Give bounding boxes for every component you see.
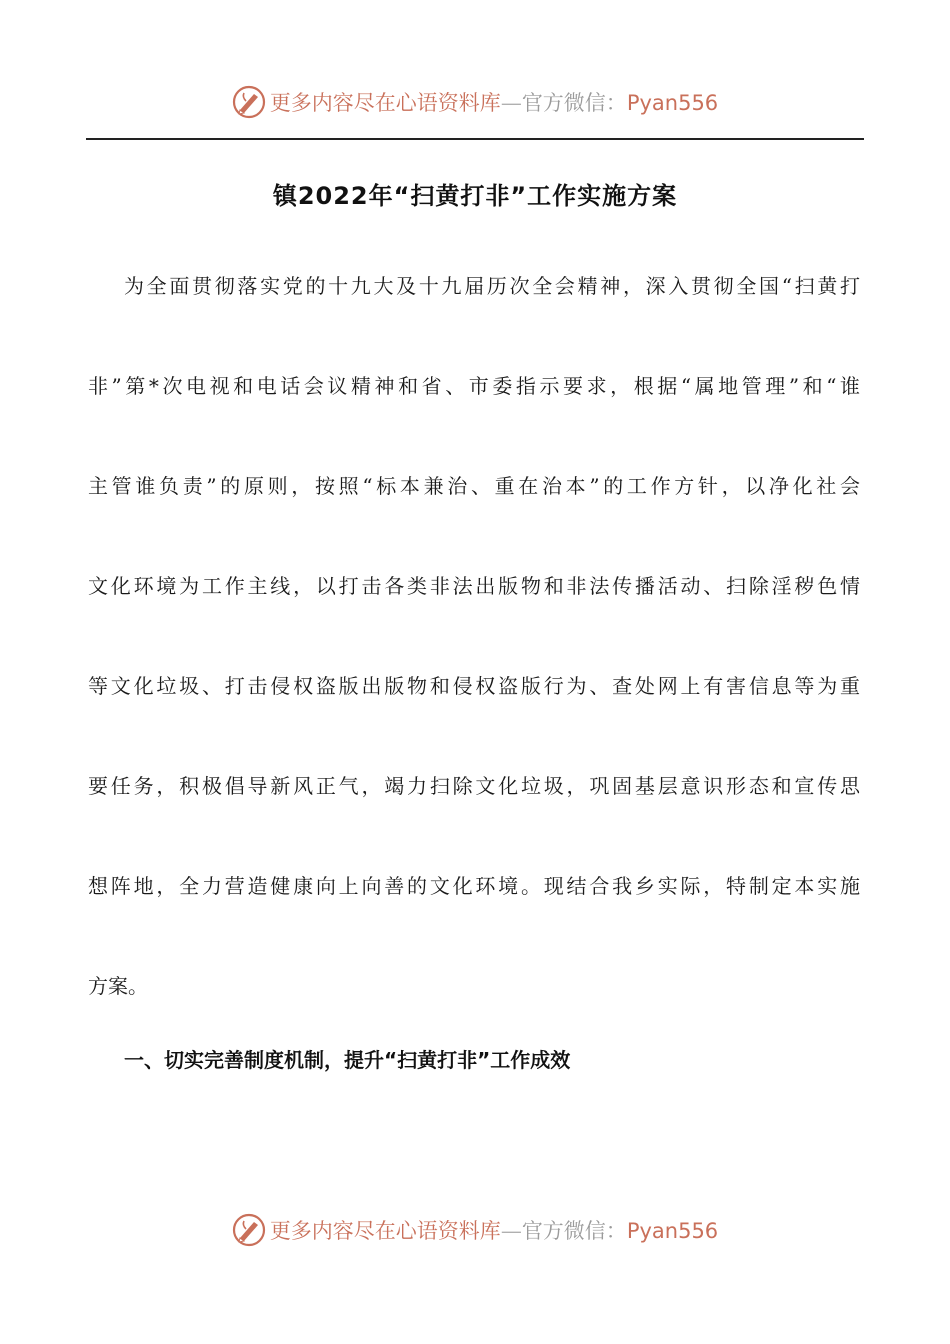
paragraph-line: 文化环境为工作主线，以打击各类非法出版物和非法传播活动、扫除淫秽色情 (88, 574, 860, 598)
header-brand-text (270, 87, 718, 117)
paragraph-line: 为全面贯彻落实党的十九大及十九届历次全会精神，深入贯彻全国“扫黄打 (124, 274, 860, 298)
footer-brand-tag: 官方微信： (521, 1219, 627, 1243)
footer-brand-dash: — (500, 1219, 522, 1243)
footer-brand-wechat: Pyan556 (626, 1219, 719, 1243)
header-brand-tag: 官方微信： (521, 91, 627, 115)
header-brand-dash: — (500, 91, 522, 115)
header-brand-bar (0, 82, 950, 122)
footer-brand-text (270, 1215, 718, 1245)
footer-brand-bar (0, 1210, 950, 1250)
pen-logo-icon (232, 85, 266, 119)
header-brand-main: 更多内容尽在心语资料库 (269, 91, 501, 115)
paragraph-line: 方案。 (88, 974, 148, 998)
pen-logo-icon (232, 1213, 266, 1247)
footer-brand-main: 更多内容尽在心语资料库 (269, 1219, 501, 1243)
paragraph-line: 非”第*次电视和电话会议精神和省、市委指示要求，根据“属地管理”和“谁 (88, 374, 860, 398)
paragraph-line: 想阵地，全力营造健康向上向善的文化环境。现结合我乡实际，特制定本实施 (88, 874, 860, 898)
document-title: 镇2022年“扫黄打非”工作实施方案 (272, 182, 678, 210)
header-divider (86, 138, 864, 140)
section-heading-1: 一、切实完善制度机制，提升“扫黄打非”工作成效 (124, 1048, 571, 1072)
paragraph-line: 要任务，积极倡导新风正气，竭力扫除文化垃圾，巩固基层意识形态和宣传思 (88, 774, 860, 798)
paragraph-line: 主管谁负责”的原则，按照“标本兼治、重在治本”的工作方针，以净化社会 (88, 474, 860, 498)
paragraph-line: 等文化垃圾、打击侵权盗版出版物和侵权盗版行为、查处网上有害信息等为重 (88, 674, 860, 698)
header-brand-wechat: Pyan556 (626, 91, 719, 115)
